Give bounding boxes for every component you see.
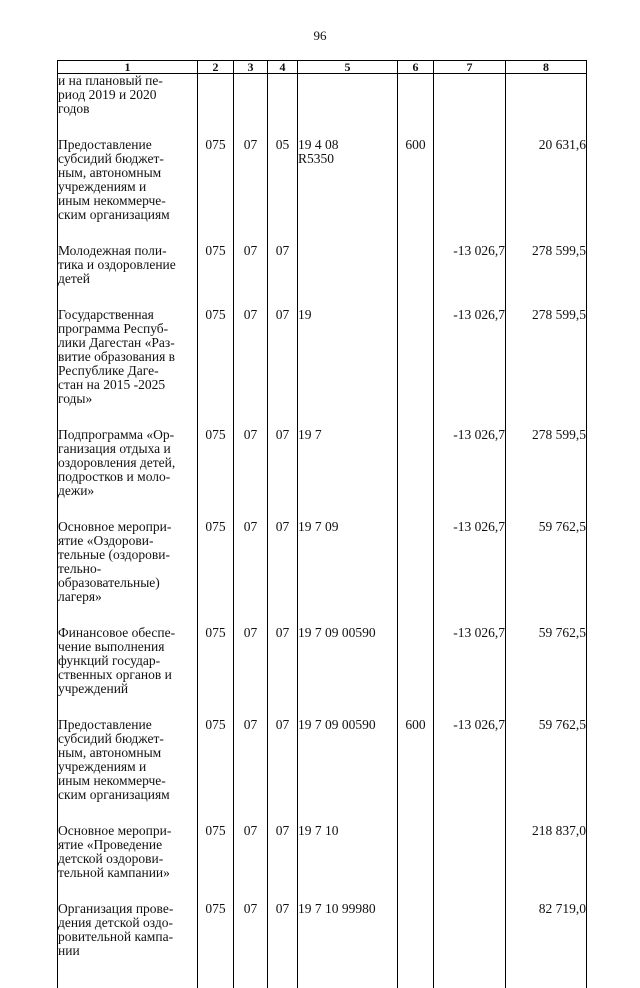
code-subsection: 07 [268, 896, 298, 958]
empty-cell [58, 958, 198, 988]
header-col-1: 1 [58, 61, 198, 74]
amount-change: -13 026,7 [434, 514, 506, 620]
code-expense-type [398, 620, 434, 712]
code-section: 07 [234, 896, 268, 958]
amount-change: -13 026,7 [434, 422, 506, 514]
amount-change [434, 74, 506, 133]
header-col-4: 4 [268, 61, 298, 74]
code-section: 07 [234, 514, 268, 620]
code-expense-type [398, 514, 434, 620]
empty-cell [198, 958, 234, 988]
table-row [58, 238, 587, 302]
table-row [58, 896, 587, 958]
item-name: Предоставление субсидий бюджет- ным, автономным учреждениям и иным некоммерче- ским организациям [58, 712, 198, 818]
item-name: Основное меропри- ятие «Проведение детской оздорови- тельной кампании» [58, 818, 198, 896]
amount-total: 278 599,5 [506, 238, 587, 302]
code-target [298, 238, 398, 302]
item-name: Финансовое обеспе- чение выполнения функций государ- ственных органов и учреждений [58, 620, 198, 712]
code-subsection: 07 [268, 514, 298, 620]
amount-change: -13 026,7 [434, 712, 506, 818]
table-body [58, 74, 587, 988]
header-col-2: 2 [198, 61, 234, 74]
item-name: Предоставление субсидий бюджет- ным, автономным учреждениям и иным некоммерче- ским организациям [58, 132, 198, 238]
code-ministry: 075 [198, 896, 234, 958]
code-subsection [268, 74, 298, 133]
code-section: 07 [234, 422, 268, 514]
amount-total: 218 837,0 [506, 818, 587, 896]
code-subsection: 07 [268, 422, 298, 514]
amount-total: 278 599,5 [506, 422, 587, 514]
code-target: 19 7 10 99980 [298, 896, 398, 958]
code-ministry: 075 [198, 712, 234, 818]
table-row [58, 514, 587, 620]
code-ministry: 075 [198, 302, 234, 422]
code-expense-type [398, 238, 434, 302]
code-section: 07 [234, 712, 268, 818]
code-target: 19 7 [298, 422, 398, 514]
item-name: Государственная программа Респуб- лики Дагестан «Раз- витие образования в Республике Даге- стан на 2015 -2025 годы» [58, 302, 198, 422]
amount-total: 59 762,5 [506, 514, 587, 620]
code-section [234, 74, 268, 133]
amount-change [434, 896, 506, 958]
code-expense-type [398, 422, 434, 514]
code-expense-type [398, 896, 434, 958]
code-expense-type [398, 818, 434, 896]
table-row [58, 818, 587, 896]
empty-cell [234, 958, 268, 988]
code-ministry: 075 [198, 422, 234, 514]
header-col-5: 5 [298, 61, 398, 74]
header-col-8: 8 [506, 61, 587, 74]
code-subsection: 07 [268, 302, 298, 422]
table-row [58, 74, 587, 133]
amount-change: -13 026,7 [434, 238, 506, 302]
code-expense-type [398, 74, 434, 133]
code-ministry: 075 [198, 514, 234, 620]
amount-change: -13 026,7 [434, 620, 506, 712]
table-row [58, 132, 587, 238]
code-ministry: 075 [198, 132, 234, 238]
empty-cell [268, 958, 298, 988]
item-name: и на плановый пе- риод 2019 и 2020 годов [58, 74, 198, 133]
code-ministry: 075 [198, 818, 234, 896]
code-target: 19 7 09 [298, 514, 398, 620]
amount-total: 59 762,5 [506, 712, 587, 818]
code-section: 07 [234, 620, 268, 712]
code-expense-type: 600 [398, 712, 434, 818]
item-name: Молодежная поли- тика и оздоровление детей [58, 238, 198, 302]
header-row [58, 61, 587, 74]
code-ministry [198, 74, 234, 133]
header-col-6: 6 [398, 61, 434, 74]
item-name: Организация прове- дения детской оздо- ровительной кампа- нии [58, 896, 198, 958]
code-target: 19 7 09 00590 [298, 620, 398, 712]
header-col-3: 3 [234, 61, 268, 74]
code-subsection: 07 [268, 620, 298, 712]
item-name: Основное меропри- ятие «Оздорови- тельные (оздорови- тельно- образовательные) лагеря» [58, 514, 198, 620]
code-subsection: 05 [268, 132, 298, 238]
amount-total: 20 631,6 [506, 132, 587, 238]
amount-total [506, 74, 587, 133]
code-ministry: 075 [198, 238, 234, 302]
code-subsection: 07 [268, 712, 298, 818]
item-name: Подпрограмма «Ор- ганизация отдыха и оздоровления детей, подростков и моло- дежи» [58, 422, 198, 514]
empty-cell [506, 958, 587, 988]
table-row [58, 620, 587, 712]
empty-cell [434, 958, 506, 988]
page-number: 96 [0, 28, 640, 44]
code-ministry: 075 [198, 620, 234, 712]
header-col-7: 7 [434, 61, 506, 74]
empty-cell [298, 958, 398, 988]
budget-table [57, 60, 587, 988]
amount-change [434, 132, 506, 238]
code-section: 07 [234, 302, 268, 422]
code-target [298, 74, 398, 133]
code-subsection: 07 [268, 238, 298, 302]
table-row-empty [58, 958, 587, 988]
code-expense-type: 600 [398, 132, 434, 238]
code-section: 07 [234, 818, 268, 896]
code-target: 19 7 09 00590 [298, 712, 398, 818]
amount-total: 82 719,0 [506, 896, 587, 958]
code-target: 19 [298, 302, 398, 422]
amount-change [434, 818, 506, 896]
amount-total: 59 762,5 [506, 620, 587, 712]
code-subsection: 07 [268, 818, 298, 896]
table-row [58, 712, 587, 818]
amount-change: -13 026,7 [434, 302, 506, 422]
code-expense-type [398, 302, 434, 422]
code-target: 19 7 10 [298, 818, 398, 896]
amount-total: 278 599,5 [506, 302, 587, 422]
code-section: 07 [234, 132, 268, 238]
code-section: 07 [234, 238, 268, 302]
empty-cell [398, 958, 434, 988]
code-target: 19 4 08 R5350 [298, 132, 398, 238]
table-row [58, 302, 587, 422]
table-row [58, 422, 587, 514]
